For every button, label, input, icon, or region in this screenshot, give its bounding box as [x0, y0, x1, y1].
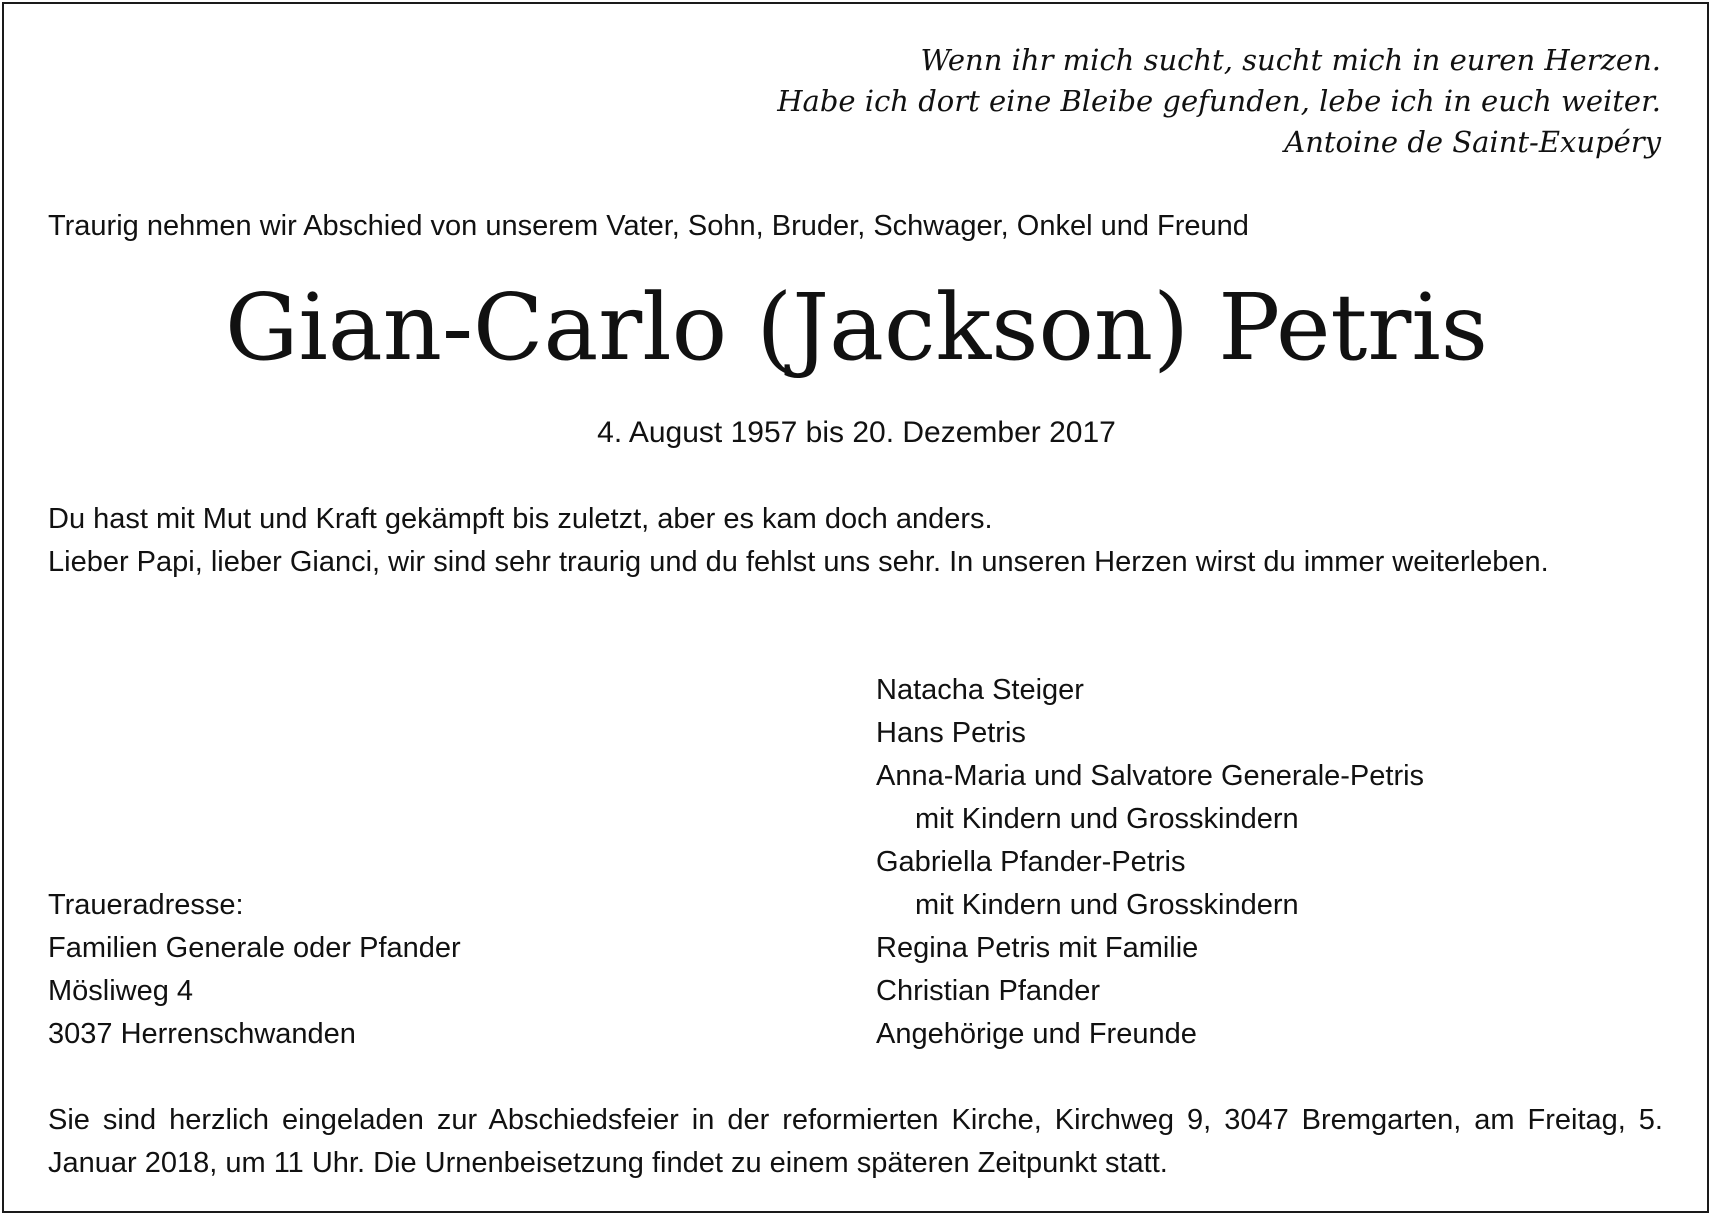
farewell-message — [48, 498, 1663, 584]
mourner-item: Gabriella Pfander-Petris — [876, 846, 1186, 878]
epigraph-quote — [777, 40, 1661, 163]
mourner-item: Angehörige und Freunde — [876, 1018, 1197, 1050]
intro-text: Traurig nehmen wir Abschied von unserem Vater, Sohn, Bruder, Schwager, Onkel und Freund — [48, 210, 1249, 242]
quote-line-1: Wenn ihr mich sucht, sucht mich in euren Herzen. — [920, 43, 1661, 77]
life-dates: 4. August 1957 bis 20. Dezember 2017 — [597, 416, 1116, 449]
message-line-1: Du hast mit Mut und Kraft gekämpft bis zuletzt, aber es kam doch anders. — [48, 503, 993, 535]
mourner-item: mit Kindern und Grosskindern — [915, 889, 1299, 921]
mourner-item: mit Kindern und Grosskindern — [915, 803, 1299, 835]
quote-author: Antoine de Saint-Exupéry — [1284, 125, 1661, 159]
mourning-address — [48, 884, 461, 1056]
mourner-item: Christian Pfander — [876, 975, 1101, 1007]
deceased-name: Gian-Carlo (Jackson) Petris — [224, 274, 1489, 381]
address-street: Mösliweg 4 — [48, 975, 194, 1007]
mourner-item: Anna-Maria und Salvatore Generale-Petris — [876, 760, 1425, 792]
mourner-item: Regina Petris mit Familie — [876, 932, 1199, 964]
address-families: Familien Generale oder Pfander — [48, 932, 461, 964]
mourners-list — [876, 669, 1424, 1056]
ceremony-invitation: Sie sind herzlich eingeladen zur Abschiedsfeier in der reformierten Kirche, Kirchweg 9, 3047 Bremgarten, am Freitag, 5. Januar 2018, um 11 Uhr. Die Urnenbeisetzung findet zu einem späteren Zeitpunkt statt. — [48, 1104, 1663, 1179]
address-label: Traueradresse: — [48, 889, 244, 921]
address-city: 3037 Herrenschwanden — [48, 1018, 356, 1050]
mourner-item: Hans Petris — [876, 717, 1026, 749]
quote-line-2: Habe ich dort eine Bleibe gefunden, lebe ich in euch weiter. — [777, 84, 1661, 118]
mourner-item: Natacha Steiger — [876, 674, 1084, 706]
message-line-2: Lieber Papi, lieber Gianci, wir sind sehr traurig und du fehlst uns sehr. In unseren Herzen wirst du immer weiterleben. — [48, 546, 1549, 578]
